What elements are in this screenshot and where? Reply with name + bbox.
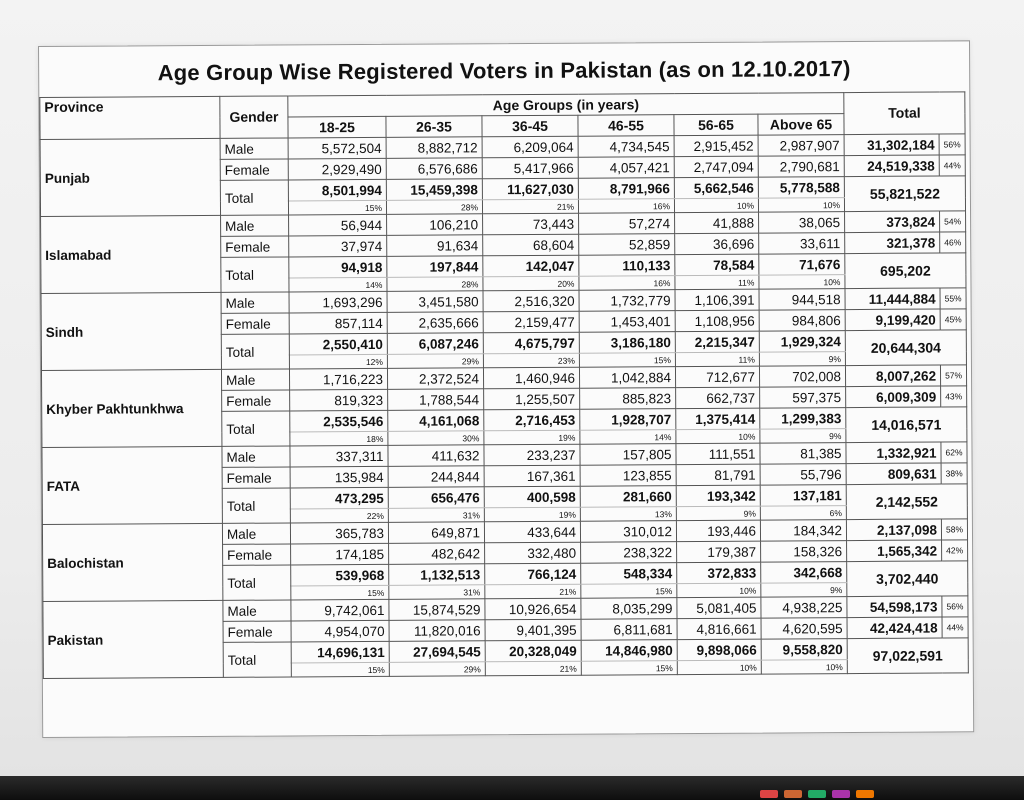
grand-total: 55,821,522 — [844, 176, 965, 212]
gender-header: Gender — [220, 96, 288, 138]
cell-value: 10,926,654 — [485, 598, 581, 620]
cell-value: 2,372,524 — [387, 368, 483, 390]
grand-total: 97,022,591 — [847, 638, 968, 674]
gender-share: 54% — [940, 211, 966, 232]
age-percent: 10% — [759, 275, 845, 290]
cell-value: 57,274 — [579, 213, 675, 235]
cell-value: 167,361 — [484, 465, 580, 487]
age-percent: 15% — [288, 200, 386, 215]
age-percent: 19% — [484, 430, 580, 445]
cell-total: 6,087,246 — [387, 333, 483, 355]
document-sheet — [38, 40, 974, 738]
cell-value: 885,823 — [580, 388, 676, 410]
cell-total: 71,676 — [759, 254, 845, 276]
cell-total: 1,132,513 — [389, 564, 485, 586]
age-percent: 16% — [578, 199, 674, 214]
cell-value: 9,401,395 — [485, 619, 581, 641]
cell-value: 2,516,320 — [483, 290, 579, 312]
age-percent: 31% — [388, 508, 484, 523]
gender-label: Female — [223, 544, 291, 565]
cell-value: 1,716,223 — [289, 368, 387, 390]
age-percent: 30% — [388, 431, 484, 446]
cell-total: 27,694,545 — [389, 641, 485, 663]
cell-total: 9,558,820 — [761, 639, 847, 661]
age-percent: 14% — [580, 430, 676, 445]
cell-value: 3,451,580 — [387, 291, 483, 313]
age-groups-header: Age Groups (in years) — [288, 93, 844, 117]
gender-label: Female — [220, 159, 288, 180]
grand-total: 3,702,440 — [847, 561, 968, 597]
cell-value: 433,644 — [484, 521, 580, 543]
cell-value: 158,326 — [761, 541, 847, 563]
province-name: Balochistan — [42, 523, 222, 601]
age-percent: 20% — [483, 276, 579, 291]
gender-label: Total — [223, 642, 291, 677]
cell-value: 55,796 — [760, 464, 846, 486]
age-percent: 15% — [291, 662, 389, 677]
app-icon — [760, 790, 778, 798]
row-total: 6,009,309 — [846, 386, 941, 408]
cell-total: 8,501,994 — [288, 179, 386, 201]
cell-value: 2,635,666 — [387, 312, 483, 334]
cell-value: 1,255,507 — [484, 388, 580, 410]
age-percent: 10% — [674, 198, 758, 213]
row-total: 42,424,418 — [847, 617, 942, 639]
cell-value: 15,874,529 — [389, 599, 485, 621]
gender-share: 38% — [941, 463, 967, 484]
table-body — [40, 134, 968, 679]
cell-value: 106,210 — [387, 214, 483, 236]
gender-label: Male — [220, 138, 288, 159]
cell-value: 244,844 — [388, 466, 484, 488]
age-percent: 13% — [580, 507, 676, 522]
cell-value: 81,791 — [676, 464, 760, 486]
page-title: Age Group Wise Registered Voters in Pakistan (as on 12.10.2017) — [157, 56, 851, 86]
age-percent: 29% — [389, 662, 485, 677]
cell-total: 281,660 — [580, 486, 676, 508]
cell-value: 1,788,544 — [388, 389, 484, 411]
cell-value: 8,882,712 — [386, 137, 482, 159]
row-total: 1,332,921 — [846, 442, 941, 464]
cell-value: 1,108,956 — [675, 310, 759, 332]
cell-value: 5,572,504 — [288, 137, 386, 159]
gender-label: Total — [221, 334, 289, 369]
cell-total: 94,918 — [289, 256, 387, 278]
cell-value: 38,065 — [759, 212, 845, 234]
cell-value: 233,237 — [484, 444, 580, 466]
cell-value: 819,323 — [290, 389, 388, 411]
gender-label: Male — [221, 369, 289, 390]
age-percent: 10% — [758, 198, 844, 213]
age-percent: 10% — [677, 583, 761, 598]
gender-label: Female — [222, 467, 290, 488]
gender-label: Male — [222, 523, 290, 544]
cell-value: 1,693,296 — [289, 291, 387, 313]
gender-label: Total — [222, 488, 290, 523]
cell-value: 52,859 — [579, 234, 675, 256]
cell-value: 984,806 — [759, 310, 845, 332]
cell-value: 4,734,545 — [578, 136, 674, 158]
cell-total: 78,584 — [675, 254, 759, 276]
cell-total: 193,342 — [676, 485, 760, 507]
cell-value: 944,518 — [759, 289, 845, 311]
cell-value: 91,634 — [387, 235, 483, 257]
age-col-header: 36-45 — [482, 115, 578, 137]
age-percent: 15% — [581, 584, 677, 599]
gender-share: 42% — [942, 540, 968, 561]
cell-total: 548,334 — [581, 563, 677, 585]
cell-value: 4,057,421 — [578, 157, 674, 179]
age-col-header: 56-65 — [674, 114, 758, 136]
gender-share: 43% — [941, 386, 967, 407]
province-name: Islamabad — [41, 215, 221, 293]
voters-table — [39, 91, 969, 679]
cell-value: 857,114 — [289, 312, 387, 334]
cell-value: 6,811,681 — [581, 619, 677, 641]
cell-value: 337,311 — [290, 445, 388, 467]
cell-value: 73,443 — [483, 213, 579, 235]
cell-value: 1,453,401 — [579, 311, 675, 333]
age-percent: 21% — [485, 661, 581, 676]
gender-label: Female — [222, 390, 290, 411]
taskbar-icons — [760, 790, 874, 798]
grand-total: 695,202 — [845, 253, 966, 289]
cell-value: 702,008 — [759, 366, 845, 388]
cell-value: 2,987,907 — [758, 135, 844, 157]
age-percent: 23% — [483, 353, 579, 368]
cell-value: 123,855 — [580, 465, 676, 487]
age-percent: 12% — [289, 354, 387, 369]
cell-value: 482,642 — [389, 543, 485, 565]
cell-total: 2,550,410 — [289, 333, 387, 355]
row-total: 8,007,262 — [845, 365, 940, 387]
cell-value: 157,805 — [580, 444, 676, 466]
cell-value: 36,696 — [675, 233, 759, 255]
cell-value: 712,677 — [675, 366, 759, 388]
gender-label: Male — [222, 446, 290, 467]
cell-value: 81,385 — [760, 443, 846, 465]
row-total: 9,199,420 — [845, 309, 940, 331]
cell-total: 766,124 — [485, 563, 581, 585]
cell-total: 14,696,131 — [291, 641, 389, 663]
cell-value: 1,732,779 — [579, 290, 675, 312]
row-total: 321,378 — [845, 232, 940, 254]
cell-value: 5,081,405 — [677, 597, 761, 619]
age-percent: 19% — [484, 507, 580, 522]
cell-total: 5,662,546 — [674, 177, 758, 199]
gender-label: Female — [221, 313, 289, 334]
age-percent: 15% — [291, 585, 389, 600]
age-percent: 29% — [387, 354, 483, 369]
row-total: 54,598,173 — [847, 596, 942, 618]
age-percent: 9% — [759, 352, 845, 367]
gender-label: Male — [221, 292, 289, 313]
cell-total: 2,215,347 — [675, 331, 759, 353]
cell-value: 6,576,686 — [386, 158, 482, 180]
gender-label: Male — [223, 600, 291, 621]
gender-share: 44% — [939, 155, 965, 176]
app-icon — [856, 790, 874, 798]
row-total: 1,565,342 — [847, 540, 942, 562]
age-percent: 9% — [676, 506, 760, 521]
cell-value: 4,954,070 — [291, 620, 389, 642]
age-col-header: Above 65 — [758, 114, 844, 136]
cell-value: 2,790,681 — [758, 156, 844, 178]
cell-value: 5,417,966 — [482, 157, 578, 179]
age-percent: 18% — [290, 431, 388, 446]
province-name: Punjab — [40, 138, 220, 216]
cell-value: 2,747,094 — [674, 156, 758, 178]
cell-total: 14,846,980 — [581, 640, 677, 662]
gender-share: 62% — [941, 442, 967, 463]
cell-value: 597,375 — [760, 387, 846, 409]
cell-value: 310,012 — [580, 521, 676, 543]
gender-label: Total — [220, 180, 288, 215]
province-header: Province — [40, 96, 220, 139]
cell-value: 1,042,884 — [579, 367, 675, 389]
gender-label: Total — [223, 565, 291, 600]
age-percent: 28% — [387, 277, 483, 292]
gender-share: 56% — [939, 134, 965, 155]
age-percent: 11% — [675, 275, 759, 290]
total-header: Total — [844, 92, 965, 135]
cell-total: 539,968 — [291, 564, 389, 586]
cell-value: 9,742,061 — [291, 599, 389, 621]
cell-total: 4,161,068 — [388, 410, 484, 432]
cell-total: 15,459,398 — [386, 179, 482, 201]
age-col-header: 18-25 — [288, 116, 386, 138]
cell-value: 41,888 — [675, 212, 759, 234]
cell-value: 174,185 — [291, 543, 389, 565]
cell-value: 8,035,299 — [581, 598, 677, 620]
cell-value: 365,783 — [290, 522, 388, 544]
age-percent: 14% — [289, 277, 387, 292]
age-percent: 22% — [290, 508, 388, 523]
app-icon — [832, 790, 850, 798]
cell-value: 37,974 — [289, 235, 387, 257]
row-total: 2,137,098 — [846, 519, 941, 541]
province-name: Khyber Pakhtunkhwa — [41, 369, 221, 447]
cell-total: 4,675,797 — [483, 332, 579, 354]
cell-value: 184,342 — [760, 520, 846, 542]
province-name: Pakistan — [43, 600, 223, 678]
gender-share: 57% — [940, 365, 966, 386]
cell-value: 2,915,452 — [674, 135, 758, 157]
gender-share: 45% — [940, 309, 966, 330]
monitor-bezel — [0, 776, 1024, 800]
cell-value: 662,737 — [676, 387, 760, 409]
cell-value: 411,632 — [388, 445, 484, 467]
cell-value: 111,551 — [676, 443, 760, 465]
cell-value: 179,387 — [677, 541, 761, 563]
cell-total: 142,047 — [483, 255, 579, 277]
age-percent: 10% — [677, 660, 761, 675]
age-col-header: 26-35 — [386, 116, 482, 138]
row-total: 31,302,184 — [844, 134, 939, 156]
cell-total: 197,844 — [387, 256, 483, 278]
cell-value: 332,480 — [485, 542, 581, 564]
gender-label: Total — [222, 411, 290, 446]
grand-total: 14,016,571 — [846, 407, 967, 443]
cell-total: 1,375,414 — [676, 408, 760, 430]
cell-total: 400,598 — [484, 486, 580, 508]
gender-share: 46% — [940, 232, 966, 253]
cell-total: 137,181 — [760, 485, 846, 507]
age-percent: 15% — [579, 353, 675, 368]
age-percent: 9% — [761, 583, 847, 598]
cell-total: 1,929,324 — [759, 331, 845, 353]
cell-value: 1,460,946 — [483, 367, 579, 389]
cell-value: 193,446 — [676, 520, 760, 542]
cell-total: 5,778,588 — [758, 177, 844, 199]
cell-value: 11,820,016 — [389, 620, 485, 642]
age-percent: 21% — [482, 199, 578, 214]
cell-total: 2,535,546 — [290, 410, 388, 432]
age-percent: 10% — [761, 660, 847, 675]
row-total: 373,824 — [845, 211, 940, 233]
gender-share: 55% — [940, 288, 966, 309]
cell-value: 56,944 — [289, 214, 387, 236]
gender-label: Female — [221, 236, 289, 257]
age-percent: 21% — [485, 584, 581, 599]
province-name: Sindh — [41, 292, 221, 370]
grand-total: 2,142,552 — [846, 484, 967, 520]
province-name: FATA — [42, 446, 222, 524]
cell-total: 342,668 — [761, 562, 847, 584]
age-percent: 16% — [579, 276, 675, 291]
cell-value: 238,322 — [581, 542, 677, 564]
cell-total: 11,627,030 — [482, 178, 578, 200]
cell-value: 68,604 — [483, 234, 579, 256]
cell-total: 1,928,707 — [580, 409, 676, 431]
cell-value: 2,929,490 — [288, 158, 386, 180]
age-percent: 9% — [760, 429, 846, 444]
gender-share: 56% — [942, 596, 968, 617]
row-total: 11,444,884 — [845, 288, 940, 310]
cell-value: 2,159,477 — [483, 311, 579, 333]
cell-value: 4,938,225 — [761, 597, 847, 619]
age-percent: 10% — [676, 429, 760, 444]
cell-total: 110,133 — [579, 255, 675, 277]
age-col-header: 46-55 — [578, 115, 674, 137]
gender-label: Female — [223, 621, 291, 642]
cell-total: 3,186,180 — [579, 332, 675, 354]
cell-total: 1,299,383 — [760, 408, 846, 430]
row-total: 24,519,338 — [844, 155, 939, 177]
age-percent: 31% — [389, 585, 485, 600]
cell-total: 656,476 — [388, 487, 484, 509]
cell-value: 4,816,661 — [677, 618, 761, 640]
cell-total: 8,791,966 — [578, 178, 674, 200]
age-percent: 15% — [581, 661, 677, 676]
row-total: 809,631 — [846, 463, 941, 485]
gender-label: Total — [221, 257, 289, 292]
cell-total: 372,833 — [677, 562, 761, 584]
age-percent: 6% — [760, 506, 846, 521]
cell-total: 9,898,066 — [677, 639, 761, 661]
cell-value: 135,984 — [290, 466, 388, 488]
gender-share: 44% — [942, 617, 968, 638]
cell-value: 649,871 — [388, 522, 484, 544]
grand-total: 20,644,304 — [845, 330, 966, 366]
gender-share: 58% — [941, 519, 967, 540]
cell-value: 1,106,391 — [675, 289, 759, 311]
cell-total: 473,295 — [290, 487, 388, 509]
age-percent: 11% — [675, 352, 759, 367]
cell-value: 4,620,595 — [761, 618, 847, 640]
app-icon — [808, 790, 826, 798]
age-percent: 28% — [386, 200, 482, 215]
gender-label: Male — [221, 215, 289, 236]
cell-total: 20,328,049 — [485, 640, 581, 662]
cell-value: 6,209,064 — [482, 136, 578, 158]
cell-value: 33,611 — [759, 233, 845, 255]
app-icon — [784, 790, 802, 798]
cell-total: 2,716,453 — [484, 409, 580, 431]
